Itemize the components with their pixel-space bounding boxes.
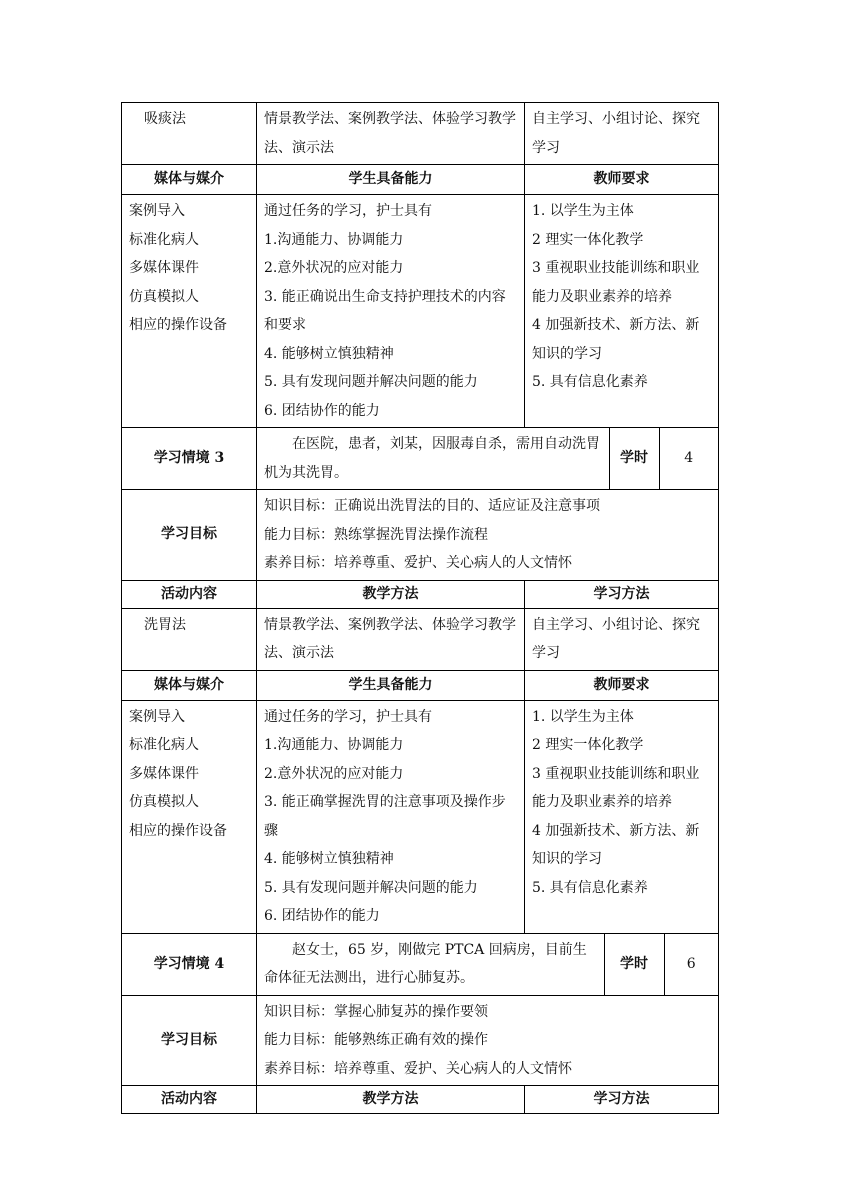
list-item: 案例导入	[129, 203, 185, 219]
list-item: 案例导入	[129, 708, 185, 725]
situation-label: 学习情境 3	[122, 428, 257, 490]
header-teacher: 教师要求	[525, 670, 719, 700]
list-item: 1.沟通能力、协调能力	[264, 737, 404, 753]
course-table-page	[121, 102, 718, 1114]
header-row	[122, 580, 719, 608]
list-item: 2 理实一体化教学	[532, 737, 644, 753]
list-item: 1. 以学生为主体	[532, 203, 634, 219]
goal-label: 学习目标	[122, 490, 257, 581]
list-item: 5. 具有发现问题并解决问题的能力	[264, 374, 478, 390]
list-item: 5. 具有发现问题并解决问题的能力	[264, 879, 478, 896]
list-item: 1.沟通能力、协调能力	[264, 231, 404, 248]
header-learning: 学习方法	[525, 1086, 719, 1114]
situation-body	[257, 933, 719, 995]
list-item: 相应的操作设备	[129, 822, 227, 839]
list-item: 2.意外状况的应对能力	[264, 260, 404, 276]
teaching-method-cell: 情景教学法、案例教学法、体验学习教学法、演示法	[257, 103, 525, 165]
hours-label: 学时	[604, 934, 664, 995]
header-teaching: 教学方法	[257, 1086, 525, 1114]
list-item: 相应的操作设备	[129, 317, 227, 333]
list-item: 2 理实一体化教学	[532, 231, 644, 248]
list-item: 素养目标：培养尊重、爱护、关心病人的人文情怀	[264, 1060, 572, 1077]
table-row	[122, 608, 719, 670]
list-item: 2.意外状况的应对能力	[264, 765, 404, 782]
activity-cell: 洗胃法	[122, 608, 257, 670]
goal-list	[257, 995, 719, 1086]
list-item: 多媒体课件	[129, 765, 199, 782]
situation-subtable	[257, 934, 718, 995]
media-list	[122, 195, 257, 428]
list-item: 4 加强新技术、新方法、新知识的学习	[532, 317, 700, 362]
teacher-requirements-list	[525, 700, 719, 933]
learning-method-cell: 自主学习、小组讨论、探究学习	[525, 103, 719, 165]
goal-row	[122, 490, 719, 581]
list-item: 3. 能正确说出生命支持护理技术的内容和要求	[264, 288, 506, 333]
list-item: 4. 能够树立慎独精神	[264, 851, 394, 867]
goal-label: 学习目标	[122, 995, 257, 1086]
list-item: 能力目标：能够熟练正确有效的操作	[264, 1032, 488, 1048]
list-item: 6. 团结协作的能力	[264, 908, 380, 924]
header-teacher: 教师要求	[525, 165, 719, 195]
abilities-list	[257, 195, 525, 428]
header-media: 媒体与媒介	[122, 670, 257, 700]
header-row	[122, 1086, 719, 1114]
header-row	[122, 165, 719, 195]
header-row	[122, 670, 719, 700]
list-item: 3 重视职业技能训练和职业能力及职业素养的培养	[532, 765, 700, 810]
list-item: 仿真模拟人	[129, 794, 199, 810]
situation-row	[122, 933, 719, 995]
table-row	[122, 195, 719, 428]
header-teaching: 教学方法	[257, 580, 525, 608]
list-item: 知识目标：正确说出洗胃法的目的、适应证及注意事项	[264, 498, 600, 514]
list-item: 5. 具有信息化素养	[532, 879, 648, 896]
situation-paragraph: 赵女士，65 岁，刚做完 PTCA 回病房，目前生命体征无法测出，进行心肺复苏。	[264, 941, 587, 986]
goal-row	[122, 995, 719, 1086]
situation-body	[257, 428, 719, 490]
table-row	[122, 103, 719, 165]
list-item: 通过任务的学习，护士具有	[264, 708, 432, 725]
list-item: 素养目标：培养尊重、爱护、关心病人的人文情怀	[264, 555, 572, 571]
list-item: 能力目标：熟练掌握洗胃法操作流程	[264, 526, 488, 543]
hours-value: 6	[664, 934, 718, 995]
header-activity: 活动内容	[122, 1086, 257, 1114]
list-item: 3. 能正确掌握洗胃的注意事项及操作步骤	[264, 794, 506, 839]
situation-paragraph: 在医院，患者，刘某，因服毒自杀，需用自动洗胃机为其洗胃。	[264, 436, 600, 481]
list-item: 1. 以学生为主体	[532, 708, 634, 725]
list-item: 标准化病人	[129, 737, 199, 753]
situation-row	[122, 428, 719, 490]
list-item: 5. 具有信息化素养	[532, 374, 648, 390]
situation-label: 学习情境 4	[122, 933, 257, 995]
list-item: 多媒体课件	[129, 260, 199, 276]
header-media: 媒体与媒介	[122, 165, 257, 195]
media-list	[122, 700, 257, 933]
header-activity: 活动内容	[122, 580, 257, 608]
list-item: 知识目标：掌握心肺复苏的操作要领	[264, 1003, 488, 1020]
activity-cell: 吸痰法	[122, 103, 257, 165]
table-row	[122, 700, 719, 933]
list-item: 4. 能够树立慎独精神	[264, 345, 394, 362]
teaching-method-cell: 情景教学法、案例教学法、体验学习教学法、演示法	[257, 608, 525, 670]
list-item: 3 重视职业技能训练和职业能力及职业素养的培养	[532, 260, 700, 305]
header-learning: 学习方法	[525, 580, 719, 608]
situation-text	[257, 934, 604, 995]
goal-list	[257, 490, 719, 581]
teacher-requirements-list	[525, 195, 719, 428]
list-item: 标准化病人	[129, 231, 199, 248]
list-item: 4 加强新技术、新方法、新知识的学习	[532, 822, 700, 867]
situation-subtable	[257, 428, 718, 489]
list-item: 仿真模拟人	[129, 288, 199, 305]
abilities-list	[257, 700, 525, 933]
learning-method-cell: 自主学习、小组讨论、探究学习	[525, 608, 719, 670]
hours-label: 学时	[609, 428, 659, 489]
list-item: 6. 团结协作的能力	[264, 402, 380, 419]
course-table	[121, 102, 719, 1114]
list-item: 通过任务的学习，护士具有	[264, 203, 432, 219]
header-abilities: 学生具备能力	[257, 670, 525, 700]
header-abilities: 学生具备能力	[257, 165, 525, 195]
hours-value: 4	[659, 428, 718, 489]
situation-text	[257, 428, 609, 489]
